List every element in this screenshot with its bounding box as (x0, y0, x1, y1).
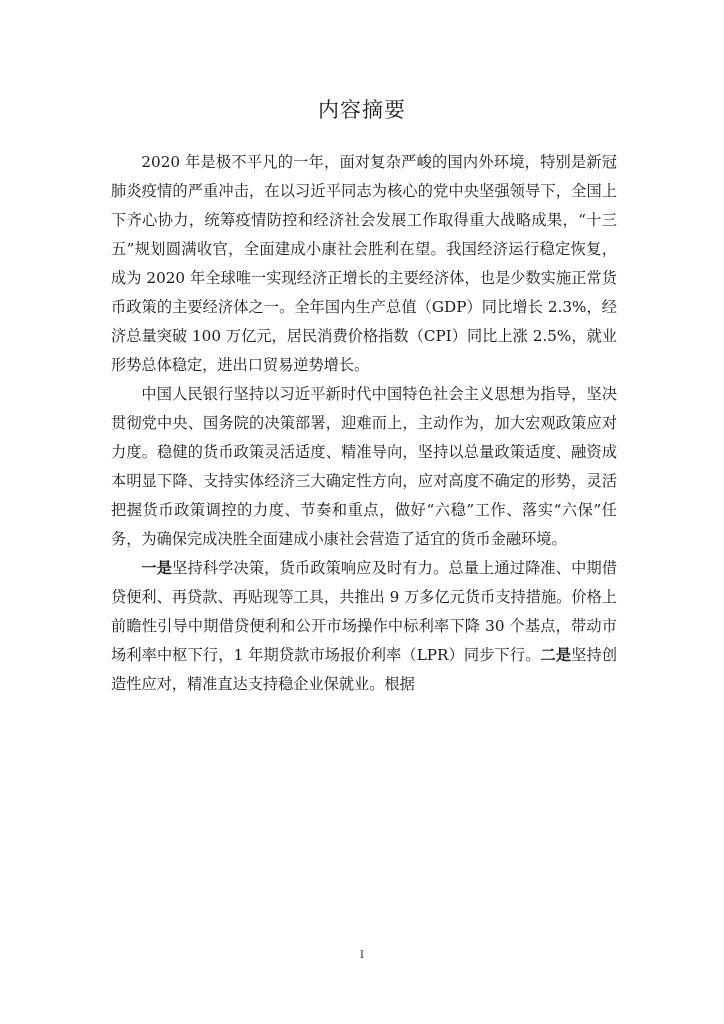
paragraph-measures (111, 554, 617, 699)
page-title: 内容摘要 (318, 98, 406, 122)
lead-first: 一是 (141, 559, 173, 577)
lead-second: 二是 (540, 646, 572, 664)
paragraph-pboc-policy: 中国人民银行坚持以习近平新时代中国特色社会主义思想为指导，坚决贯彻党中央、国务院的决策部署，迎难而上，主动作为，加大宏观政策应对力度。稳健的货币政策灵活适度、精准导向，坚持以总量政策适度、融资成本明显下降、支持实体经济三大确定性方向，应对高度不确定的形势，灵活把握货币政策调控的力度、节奏和重点，做好“六稳”工作、落实“六保”任务，为确保完成决胜全面建成小康社会营造了适宜的货币金融环境。 (111, 385, 617, 548)
measure-second-text: 坚持创造性应对，精准直达支持稳企业保就业。根据 (111, 646, 618, 693)
measure-first-text: 坚持科学决策，货币政策响应及时有力。总量上通过降准、中期借贷便利、再贷款、再贴现等工具，共推出 9 万多亿元货币支持措施。价格上前瞻性引导中期借贷便利和公开市场操作中标利率下降 30 个基点，带动市场利率中枢下行，1 年期贷款市场报价利率（LPR）同步下行。 (111, 559, 618, 664)
paragraph-overview: 2020 年是极不平凡的一年，面对复杂严峻的国内外环境，特别是新冠肺炎疫情的严重冲击，在以习近平同志为核心的党中央坚强领导下，全国上下齐心协力，统筹疫情防控和经济社会发展工作取得重大战略成果，“十三五”规划圆满收官，全面建成小康社会胜利在望。我国经济运行稳定恢复，成为 2020 年全球唯一实现经济正增长的主要经济体，也是少数实施正常货币政策的主要经济体之一。全年国内生产总值（GDP）同比增长 2.3%，经济总量突破 100 万亿元，居民消费价格指数（CPI）同比上涨 2.5%，就业形势总体稳定，进出口贸易逆势增长。 (111, 153, 617, 374)
page-number: I (360, 950, 364, 961)
document-body (111, 148, 617, 699)
